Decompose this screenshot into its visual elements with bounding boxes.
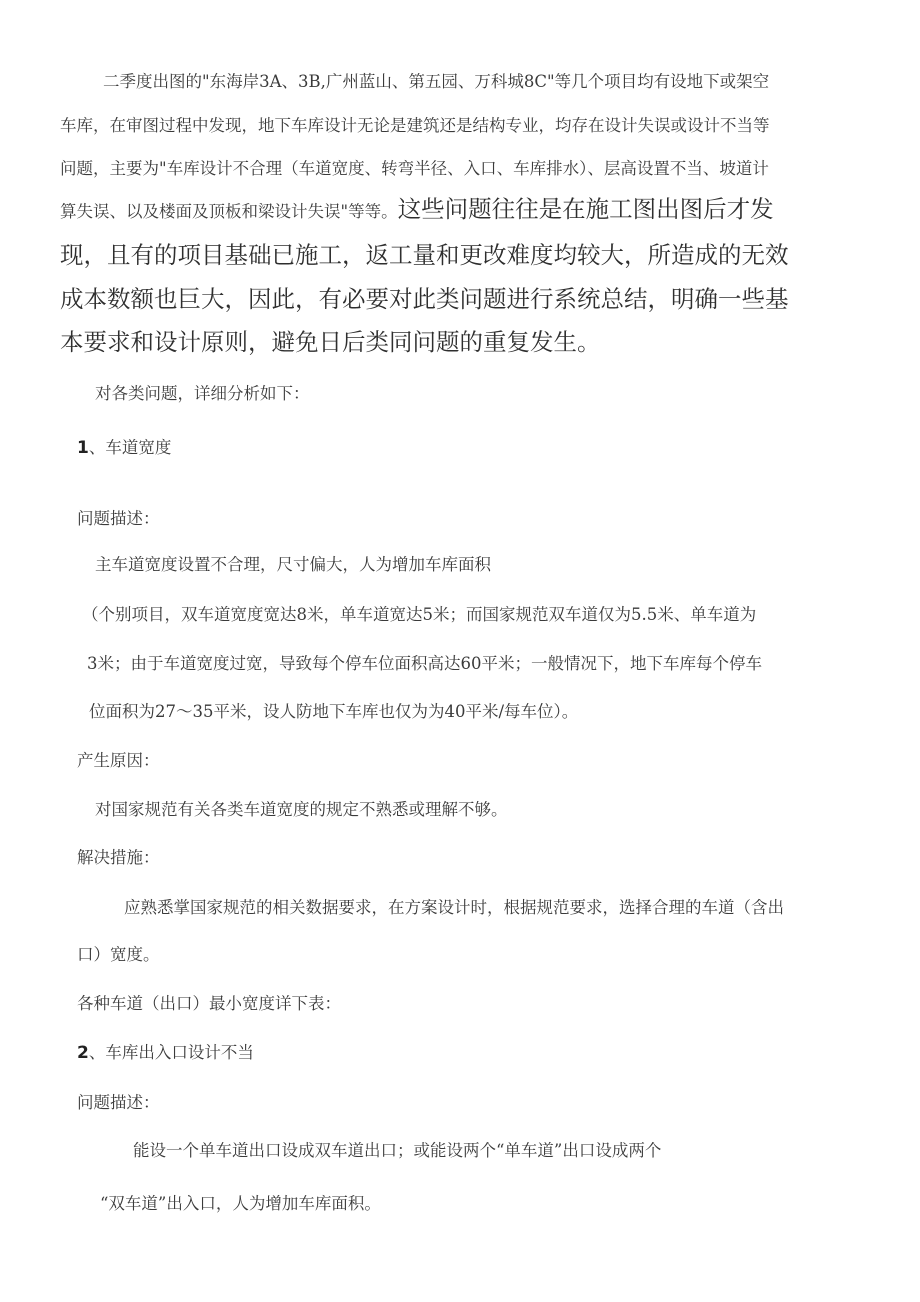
intro-line-4-large: 这些问题往往是在施工图出图后才发 [397,195,774,223]
section-1-cause-label: 产生原因： [77,751,160,770]
section-2-problem-label: 问题描述： [77,1093,160,1112]
section-1-solution-label: 解决措施： [77,848,160,867]
intro-line-4 [60,192,774,226]
intro-line-6: 成本数额也巨大，因此，有必要对此类问题进行系统总结，明确一些基 [60,285,789,313]
section-1-problem-text: 主车道宽度设置不合理，尺寸偏大，人为增加车库面积 [95,555,491,574]
intro-line-7: 本要求和设计原则，避免日后类同问题的重复发生。 [60,328,601,356]
intro-line-4-small: 算失误、以及楼面及顶板和梁设计失误"等等。 [60,202,398,221]
section-1-title: 、车道宽度 [88,438,172,457]
section-1-solution-line-2: 口）宽度。 [77,945,160,964]
section-1-number: 1 [77,438,89,458]
section-1-table-note: 各种车道（出口）最小宽度详下表： [77,994,341,1013]
intro-line-1: 二季度出图的"东海岸3A、3B,广州蓝山、第五园、万科城8C"等几个项目均有设地下或架空 [103,72,770,91]
section-1-cause-text: 对国家规范有关各类车道宽度的规定不熟悉或理解不够。 [95,800,508,819]
section-1-detail-line-1: （个别项目，双车道宽度宽达8米，单车道宽达5米；而国家规范双车道仅为5.5米、单车道为 [82,605,757,624]
intro-line-3: 问题，主要为"车库设计不合理（车道宽度、转弯半径、入口、车库排水）、层高设置不当、坡道计 [60,159,769,178]
section-1-heading [77,436,171,460]
section-1-solution-line-1: 应熟悉掌国家规范的相关数据要求，在方案设计时，根据规范要求，选择合理的车道（含出 [124,898,784,917]
section-1-detail-line-2: 3米；由于车道宽度过宽，导致每个停车位面积高达60平米；一般情况下，地下车库每个停车 [87,654,762,673]
section-2-heading [77,1041,254,1065]
section-1-problem-label: 问题描述： [77,509,160,528]
section-2-problem-line-2: “双车道”出入口，人为增加车库面积。 [100,1194,381,1213]
section-1-detail-line-3: 位面积为27～35平米，设人防地下车库也仅为为40平米/每车位）。 [89,702,579,721]
section-2-number: 2 [77,1043,89,1063]
section-2-problem-line-1: 能设一个单车道出口设成双车道出口；或能设两个“单车道”出口设成两个 [133,1141,662,1160]
intro-line-5: 现，且有的项目基础已施工，返工量和更改难度均较大，所造成的无效 [60,241,789,269]
section-2-title: 、车库出入口设计不当 [88,1043,254,1062]
analysis-intro: 对各类问题，详细分析如下： [95,384,310,403]
intro-line-2: 车库，在审图过程中发现，地下车库设计无论是建筑还是结构专业，均存在设计失误或设计不当等 [60,116,770,135]
